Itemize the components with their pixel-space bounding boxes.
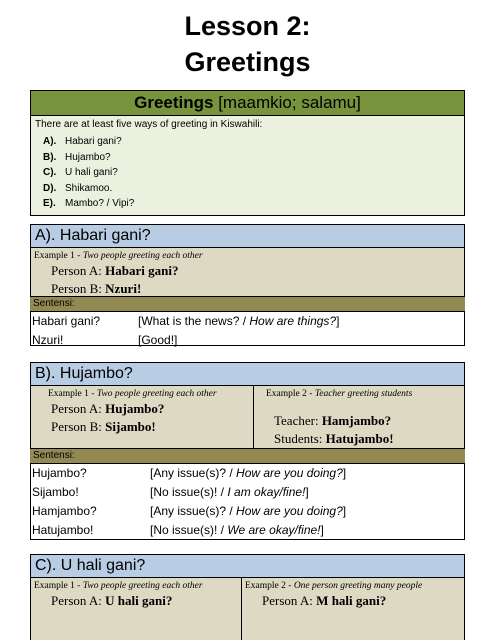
section-b-sentences xyxy=(30,464,465,540)
lesson-subtitle: Greetings xyxy=(184,47,311,77)
section-b-example-2 xyxy=(254,386,464,448)
example-caption: Example 1 - Two people greeting each other xyxy=(48,389,217,399)
greetings-heading-translation: [maamkio; salamu] xyxy=(218,93,361,112)
greetings-intro: There are at least five ways of greeting in Kiswahili: xyxy=(35,119,263,130)
section-c-heading: C). U hali gani? xyxy=(30,554,465,578)
example-line: Person A: U hali gani? xyxy=(51,593,173,608)
example-caption: Example 2 - Teacher greeting students xyxy=(266,389,413,399)
list-item: A). Habari gani? xyxy=(43,136,122,147)
example-caption: Example 2 - One person greeting many people xyxy=(245,581,423,591)
greetings-heading xyxy=(31,91,464,116)
sentence-row: Hujambo? [Any issue(s)? / How are you doing?] xyxy=(32,466,347,480)
list-item: C). U hali gani? xyxy=(43,167,118,178)
greetings-heading-bold: Greetings xyxy=(134,93,214,112)
section-a-example xyxy=(31,248,464,296)
list-item: B). Hujambo? xyxy=(43,151,111,163)
example-line: Person B: Nzuri! xyxy=(51,281,142,296)
section-c-example-2 xyxy=(242,578,464,640)
example-line: Students: Hatujambo! xyxy=(274,431,394,446)
sentence-row: Hatujambo! [No issue(s)! / We are okay/fine!] xyxy=(32,523,324,537)
section-b-example-1 xyxy=(31,386,253,448)
sentence-row: Sijambo! [No issue(s)! / I am okay/fine!] xyxy=(32,485,309,499)
example-line: Person A: Hujambo? xyxy=(51,401,165,416)
example-line: Person B: Sijambo! xyxy=(51,419,156,434)
section-a-heading: A). Habari gani? xyxy=(30,224,465,248)
list-item: E). Mambo? / Vipi? xyxy=(43,198,135,209)
section-b-sentensi-label: Sentensi: xyxy=(30,448,465,464)
list-item: D). Shikamoo. xyxy=(43,182,113,194)
sentence-row: Hamjambo? [Any issue(s)? / How are you doing?] xyxy=(32,504,347,518)
section-a-sentences xyxy=(30,312,465,350)
example-line: Teacher: Hamjambo? xyxy=(274,413,392,428)
lesson-title: Lesson 2: xyxy=(184,11,311,41)
greetings-box xyxy=(30,90,465,216)
example-caption: Example 1 - Two people greeting each other xyxy=(34,581,203,591)
sentence-row: Nzuri! [Good!] xyxy=(32,333,178,347)
sentence-row: Habari gani? [What is the news? / How are things?] xyxy=(32,314,340,328)
example-caption: Example 1 - Two people greeting each other xyxy=(34,251,203,261)
greetings-body xyxy=(31,116,464,215)
example-line: Person A: Habari gani? xyxy=(51,263,179,278)
section-b-heading: B). Hujambo? xyxy=(30,362,465,386)
section-c-example-1 xyxy=(31,578,241,640)
section-a-sentensi-label: Sentensi: xyxy=(30,296,465,312)
example-line: Person A: M hali gani? xyxy=(262,593,387,608)
